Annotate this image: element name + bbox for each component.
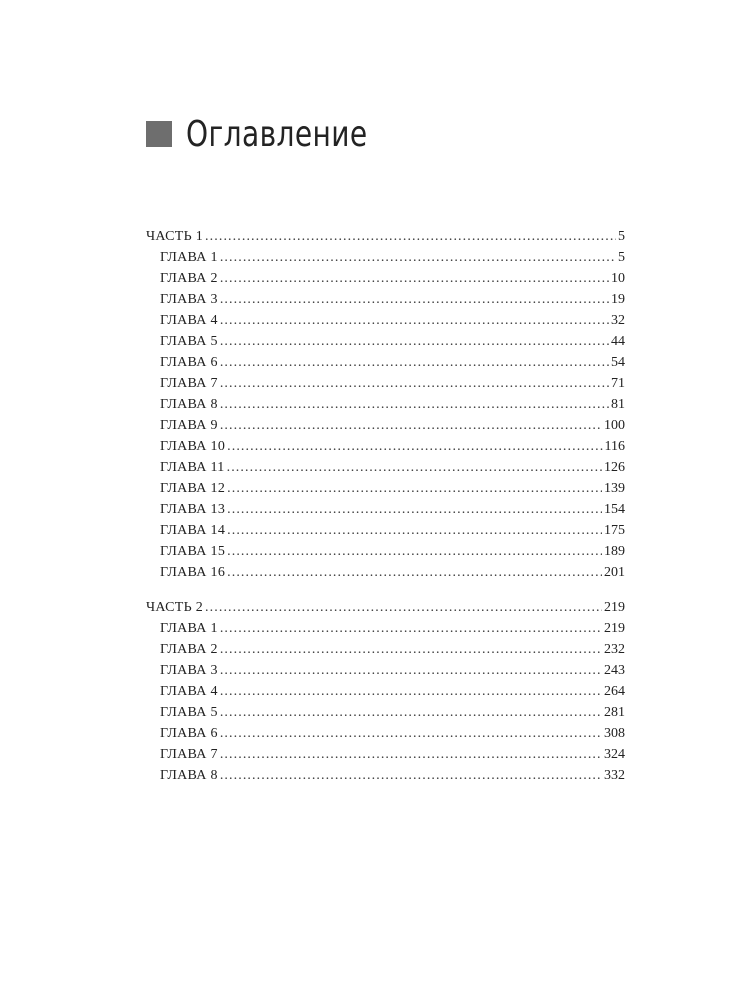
toc-chapter-entry[interactable]: [146, 415, 625, 436]
chapter-label: ГЛАВА 4: [160, 684, 218, 699]
page-number: 219: [604, 621, 625, 636]
toc-part-group: [146, 226, 625, 583]
chapter-label: ГЛАВА 12: [160, 481, 226, 496]
dot-leader: [220, 639, 602, 660]
dot-leader: [220, 268, 609, 289]
toc-chapter-entry[interactable]: [146, 660, 625, 681]
chapter-label: ГЛАВА 3: [160, 663, 218, 678]
dot-leader: [205, 597, 602, 618]
dot-leader: [220, 744, 602, 765]
chapter-label: ГЛАВА 2: [160, 642, 218, 657]
chapter-label: ГЛАВА 8: [160, 768, 218, 783]
toc-chapter-entry[interactable]: [146, 541, 625, 562]
toc-part-entry[interactable]: [146, 597, 625, 618]
toc-chapter-entry[interactable]: [146, 702, 625, 723]
toc-chapter-entry[interactable]: [146, 681, 625, 702]
chapter-label: ГЛАВА 6: [160, 726, 218, 741]
page-header: [146, 108, 419, 160]
page-number: 44: [611, 334, 625, 349]
page-number: 10: [611, 271, 625, 286]
dot-leader: [227, 478, 602, 499]
toc-chapter-entry[interactable]: [146, 723, 625, 744]
dot-leader: [220, 765, 602, 786]
chapter-label: ГЛАВА 5: [160, 705, 218, 720]
dot-leader: [220, 310, 609, 331]
page-number: 308: [604, 726, 625, 741]
page-number: 219: [604, 600, 625, 615]
toc-chapter-entry[interactable]: [146, 310, 625, 331]
page-number: 5: [618, 229, 625, 244]
dot-leader: [220, 373, 609, 394]
chapter-label: ГЛАВА 9: [160, 418, 218, 433]
page-number: 243: [604, 663, 625, 678]
page-number: 154: [604, 502, 625, 517]
dot-leader: [220, 352, 609, 373]
toc-part-entry[interactable]: [146, 226, 625, 247]
page-number: 32: [611, 313, 625, 328]
toc-chapter-entry[interactable]: [146, 268, 625, 289]
dot-leader: [220, 331, 609, 352]
page-number: 201: [604, 565, 625, 580]
page-number: 5: [618, 250, 625, 265]
chapter-label: ГЛАВА 1: [160, 621, 218, 636]
toc-chapter-entry[interactable]: [146, 436, 625, 457]
toc-chapter-entry[interactable]: [146, 352, 625, 373]
toc-chapter-entry[interactable]: [146, 478, 625, 499]
toc-chapter-entry[interactable]: [146, 562, 625, 583]
chapter-label: ГЛАВА 1: [160, 250, 218, 265]
part-label: ЧАСТЬ 1: [146, 229, 204, 244]
page-number: 281: [604, 705, 625, 720]
toc-chapter-entry[interactable]: [146, 247, 625, 268]
chapter-label: ГЛАВА 4: [160, 313, 218, 328]
dot-leader: [220, 289, 609, 310]
toc-chapter-entry[interactable]: [146, 457, 625, 478]
chapter-label: ГЛАВА 16: [160, 565, 226, 580]
toc-chapter-entry[interactable]: [146, 289, 625, 310]
page-number: 126: [604, 460, 625, 475]
title-square-icon: [146, 121, 172, 147]
page-number: 19: [611, 292, 625, 307]
toc-chapter-entry[interactable]: [146, 373, 625, 394]
page-title: Оглавление: [186, 113, 368, 155]
chapter-label: ГЛАВА 3: [160, 292, 218, 307]
dot-leader: [220, 415, 602, 436]
page-number: 81: [611, 397, 625, 412]
page-number: 264: [604, 684, 625, 699]
dot-leader: [227, 457, 602, 478]
page-number: 54: [611, 355, 625, 370]
dot-leader: [220, 247, 616, 268]
part-label: ЧАСТЬ 2: [146, 600, 204, 615]
chapter-label: ГЛАВА 13: [160, 502, 226, 517]
chapter-label: ГЛАВА 6: [160, 355, 218, 370]
page-number: 139: [604, 481, 625, 496]
chapter-label: ГЛАВА 10: [160, 439, 226, 454]
toc-chapter-entry[interactable]: [146, 394, 625, 415]
page-number: 232: [604, 642, 625, 657]
dot-leader: [205, 226, 616, 247]
chapter-label: ГЛАВА 11: [160, 460, 225, 475]
chapter-label: ГЛАВА 8: [160, 397, 218, 412]
chapter-label: ГЛАВА 2: [160, 271, 218, 286]
toc-chapter-entry[interactable]: [146, 499, 625, 520]
chapter-label: ГЛАВА 14: [160, 523, 226, 538]
dot-leader: [220, 702, 602, 723]
toc-chapter-entry[interactable]: [146, 331, 625, 352]
toc-chapter-entry[interactable]: [146, 639, 625, 660]
page-number: 332: [604, 768, 625, 783]
chapter-label: ГЛАВА 7: [160, 376, 218, 391]
dot-leader: [220, 681, 602, 702]
page-number: 324: [604, 747, 625, 762]
toc-chapter-entry[interactable]: [146, 618, 625, 639]
page-number: 100: [604, 418, 625, 433]
page-number: 71: [611, 376, 625, 391]
dot-leader: [220, 723, 602, 744]
toc-chapter-entry[interactable]: [146, 520, 625, 541]
dot-leader: [227, 541, 602, 562]
page-number: 189: [604, 544, 625, 559]
dot-leader: [227, 520, 602, 541]
dot-leader: [227, 436, 602, 457]
dot-leader: [227, 499, 602, 520]
dot-leader: [220, 618, 602, 639]
table-of-contents: [146, 226, 625, 800]
dot-leader: [220, 394, 609, 415]
dot-leader: [227, 562, 602, 583]
dot-leader: [220, 660, 602, 681]
chapter-label: ГЛАВА 5: [160, 334, 218, 349]
chapter-label: ГЛАВА 7: [160, 747, 218, 762]
page-number: 116: [604, 439, 625, 454]
toc-chapter-entry[interactable]: [146, 744, 625, 765]
toc-chapter-entry[interactable]: [146, 765, 625, 786]
chapter-label: ГЛАВА 15: [160, 544, 226, 559]
page-number: 175: [604, 523, 625, 538]
toc-part-group: [146, 597, 625, 786]
